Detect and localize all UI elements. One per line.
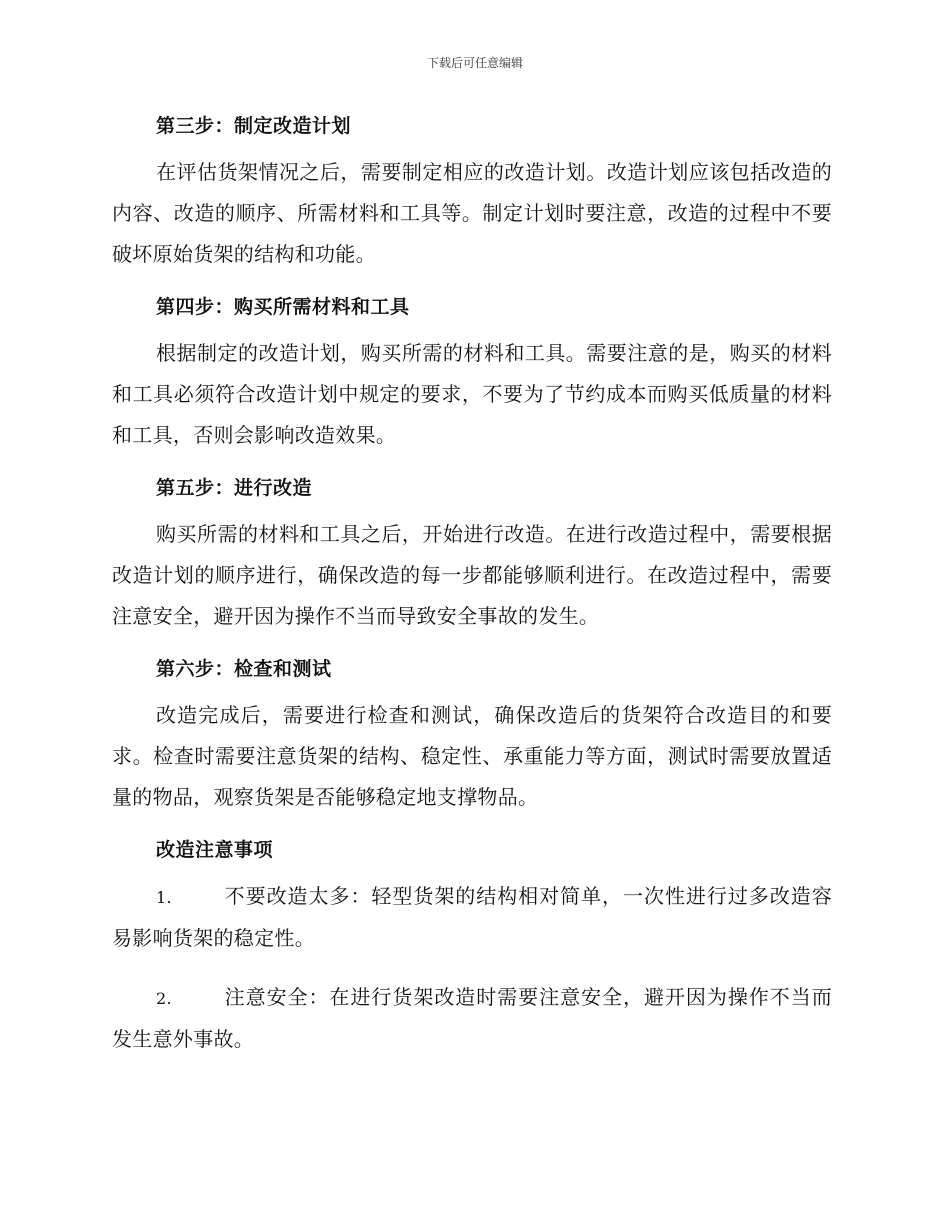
section-heading: 第五步：进行改造 [156, 477, 313, 499]
section-step-3 [112, 108, 832, 275]
section-paragraph: 改造完成后，需要进行检查和测试，确保改造后的货架符合改造目的和要求。检查时需要注意货架的结构、稳定性、承重能力等方面，测试时需要放置适量的物品，观察货架是否能够稳定地支撑物品。 [112, 703, 832, 809]
section-paragraph: 购买所需的材料和工具之后，开始进行改造。在进行改造过程中，需要根据改造计划的顺序进行，确保改造的每一步都能够顺利进行。在改造过程中，需要注意安全，避开因为操作不当而导致安全事故的发生。 [112, 522, 832, 628]
notes-section [112, 832, 832, 1060]
list-item-text: 注意安全：在进行货架改造时需要注意安全，避开因为操作不当而发生意外事故。 [112, 985, 832, 1051]
section-heading: 第六步：检查和测试 [156, 658, 332, 680]
list-item-number: 2. [156, 989, 172, 1008]
section-heading: 第四步：购买所需材料和工具 [156, 296, 410, 318]
section-step-6 [112, 651, 832, 818]
list-item-number: 1. [156, 888, 172, 907]
list-item [112, 876, 832, 959]
document-body [112, 108, 832, 1078]
section-step-4 [112, 289, 832, 456]
notes-heading: 改造注意事项 [156, 839, 274, 861]
list-item-text: 不要改造太多：轻型货架的结构相对简单，一次性进行过多改造容易影响货架的稳定性。 [112, 884, 832, 950]
section-step-5 [112, 470, 832, 637]
section-paragraph: 在评估货架情况之后，需要制定相应的改造计划。改造计划应该包括改造的内容、改造的顺序、所需材料和工具等。制定计划时要注意，改造的过程中不要破坏原始货架的结构和功能。 [112, 160, 832, 266]
section-heading: 第三步：制定改造计划 [156, 115, 352, 137]
page-header-note: 下载后可任意编辑 [426, 56, 523, 70]
list-item [112, 977, 832, 1060]
section-paragraph: 根据制定的改造计划，购买所需的材料和工具。需要注意的是，购买的材料和工具必须符合改造计划中规定的要求，不要为了节约成本而购买低质量的材料和工具，否则会影响改造效果。 [112, 341, 832, 447]
